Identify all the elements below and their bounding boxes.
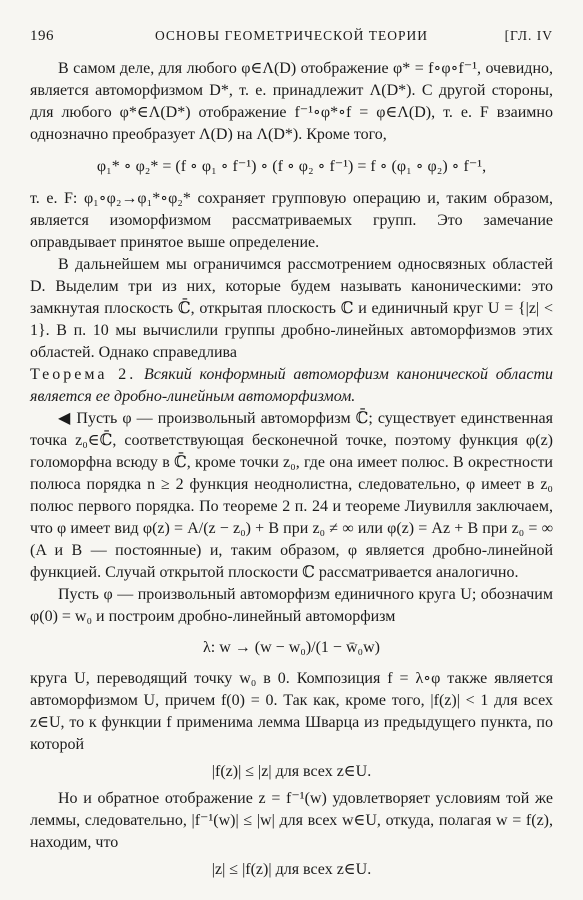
running-title: ОСНОВЫ ГЕОМЕТРИЧЕСКОЙ ТЕОРИИ bbox=[155, 28, 428, 43]
page-number: 196 bbox=[30, 28, 54, 44]
paragraph-proof-2: Пусть φ — произвольный автоморфизм единичного круга U; обозначим φ(0) = w₀ и построим дробно-линейный автоморфизм bbox=[30, 586, 553, 625]
formula-lambda: λ: w → (w − w₀)/(1 − w̄₀w) bbox=[203, 639, 380, 656]
theorem-label: Теорема 2. bbox=[30, 366, 137, 383]
page-body bbox=[30, 58, 553, 886]
formula-schwarz-1: |f(z)| ≤ |z| для всех z∈U. bbox=[211, 763, 372, 780]
formula-composition: φ₁* ∘ φ₂* = (f ∘ φ₁ ∘ f⁻¹) ∘ (f ∘ φ₂ ∘ f⁻¹) = f ∘ (φ₁ ∘ φ₂) ∘ f⁻¹, bbox=[96, 158, 487, 175]
theorem-statement: Всякий конформный автоморфизм канонической области является ее дробно-линейным автоморфизмом. bbox=[30, 366, 554, 405]
paragraph-1: В самом деле, для любого φ∈Λ(D) отображение φ* = f∘φ∘f⁻¹, очевидно, является автоморфизмом D*, т. е. принадлежит Λ(D*). С другой стороны, для любого φ*∈Λ(D*) отображение f⁻¹∘φ*∘f = φ∈Λ(D), т. е. F взаимно однозначно преобразует Λ(D) на Λ(D*). Кроме того, bbox=[30, 60, 553, 143]
paragraph-proof-1: ◀ Пусть φ — произвольный автоморфизм ℂ̄; существует единственная точка z₀∈ℂ̄, соответствующая бесконечной точке, поэтому функция φ(z) голоморфна всюду в ℂ̄, кроме точки z₀, где она имеет полюс. В окрестности полюса порядка n ≥ 2 функция неоднолистна, следовательно, φ имеет в z₀ полюс первого порядка. По теореме 2 п. 24 и теореме Лиувилля заключаем, что φ имеет вид φ(z) = A/(z − z₀) + B при z₀ ≠ ∞ или φ(z) = Az + B при z₀ = ∞ (A и B — постоянные) и, таким образом, φ является дробно-линейной функцией. Случай открытой плоскости ℂ рассматривается аналогично. bbox=[30, 410, 553, 581]
page-header bbox=[30, 28, 553, 48]
formula-schwarz-2: |z| ≤ |f(z)| для всех z∈U. bbox=[211, 861, 372, 878]
paragraph-proof-3: круга U, переводящий точку w₀ в 0. Композиция f = λ∘φ также является автоморфизмом U, причем f(0) = 0. Так как, кроме того, |f(z)| < 1 для всех z∈U, то к функции f применима лемма Шварца из предыдущего пункта, по которой bbox=[30, 670, 553, 753]
theorem bbox=[30, 364, 553, 408]
paragraph-2: т. е. F: φ₁∘φ₂→φ₁*∘φ₂* сохраняет групповую операцию и, таким образом, является изоморфизмом рассматриваемых групп. Это замечание оправдывает принятое выше определение. bbox=[30, 190, 553, 251]
paragraph-3: В дальнейшем мы ограничимся рассмотрением односвязных областей D. Выделим три из них, которые будем называть каноническими: это замкнутая плоскость ℂ̄, открытая плоскость ℂ и единичный круг U = {|z| < 1}. В п. 10 мы вычислили группы дробно-линейных автоморфизмов этих областей. Однако справедлива bbox=[30, 256, 553, 361]
chapter-label: [ГЛ. IV bbox=[504, 28, 553, 43]
paragraph-proof-4: Но и обратное отображение z = f⁻¹(w) удовлетворяет условиям той же леммы, следовательно, |f⁻¹(w)| ≤ |w| для всех w∈U, откуда, полагая w = f(z), находим, что bbox=[30, 790, 553, 851]
